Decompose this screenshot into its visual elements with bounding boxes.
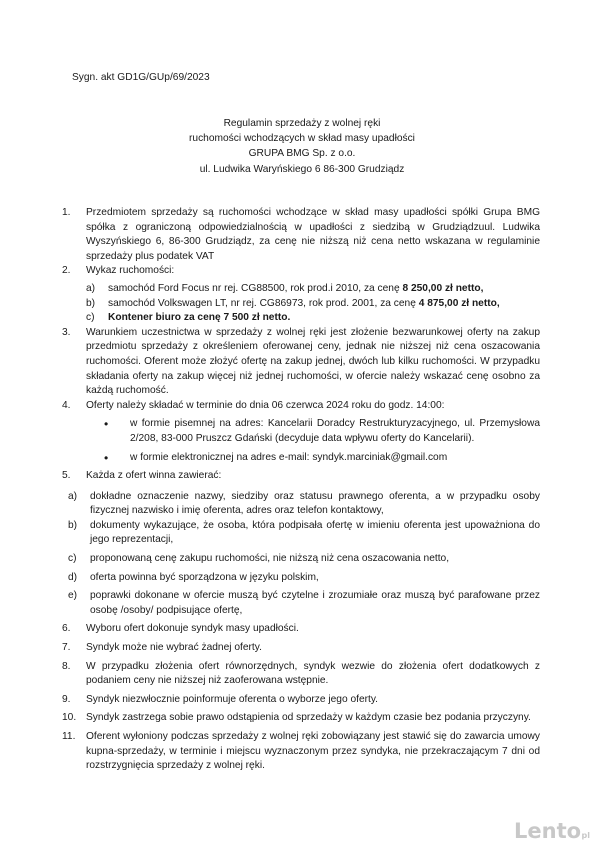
item-text: Syndyk niezwłocznie poinformuje oferenta o wyborze jego oferty. xyxy=(86,693,379,705)
asset-price: 8 250,00 zł netto, xyxy=(402,282,484,294)
title-line: GRUPA BMG Sp. z o.o. xyxy=(248,148,356,160)
watermark-brand: Lento xyxy=(514,819,582,843)
item-text: W przypadku złożenia ofert równorzędnych, syndyk wezwie do złożenia ofert dodatkowych z podaniem ceny nie niższej niż zaoferowana wstępnie. xyxy=(86,660,540,687)
item-text: Każda z ofert winna zawierać: xyxy=(86,470,222,482)
item-number: 2. xyxy=(62,265,71,277)
offer-content-text: poprawki dokonane w ofercie muszą być czytelne i zrozumiałe oraz muszą być parafowane przez osobę /osoby/ podpisujące ofertę, xyxy=(90,590,540,616)
asset-description: Kontener biuro xyxy=(108,312,184,324)
list-item xyxy=(62,326,540,399)
lento-watermark xyxy=(514,818,590,844)
offer-content-item xyxy=(68,552,540,567)
asset-item xyxy=(86,297,540,312)
offer-content-item xyxy=(68,571,540,586)
offer-content-text: dokumenty wykazujące, że osoba, która podpisała ofertę w imieniu oferenta jest upoważniona do jego reprezentacji, xyxy=(90,519,540,546)
item-number: 6. xyxy=(62,623,71,635)
title-line: ruchomości wchodzących w skład masy upadłości xyxy=(189,133,415,145)
bullet-text: w formie elektronicznej na adres e-mail: syndyk.marciniak@gmail.com xyxy=(130,451,448,463)
asset-description: samochód Ford Focus nr rej. CG88500, rok prod.i 2010, za cenę xyxy=(108,282,403,294)
watermark-suffix: pl xyxy=(581,831,590,840)
item-text: Wykaz ruchomości: xyxy=(86,265,175,277)
item-text: Syndyk może nie wybrać żadnej oferty. xyxy=(86,642,262,654)
list-item xyxy=(62,693,540,708)
item-text: Przedmiotem sprzedaży są ruchomości wchodzące w skład masy upadłości spółki Grupa BMG spółka z ograniczoną odpowiedzialnością w upadłości z siedzibą w Grudziądzuul. Ludwika Wyszyńskiego 6, 86-300 Grudziądz, za cenę nie niższą niż cena netto wskazana w regulaminie sprzedaży plus podatek VAT xyxy=(86,207,540,262)
document-title xyxy=(0,117,604,178)
item-number: 1. xyxy=(62,207,71,218)
sub-letter: c) xyxy=(86,312,95,324)
sub-letter: a) xyxy=(86,282,96,294)
asset-item xyxy=(86,282,540,297)
bullet-icon: • xyxy=(104,417,109,432)
list-item xyxy=(62,469,540,484)
title-line: ul. Ludwika Waryńskiego 6 86-300 Grudziądz xyxy=(199,163,405,175)
sub-letter: b) xyxy=(68,519,78,531)
sub-letter: c) xyxy=(68,553,77,565)
item-text: Oferent wyłoniony podczas sprzedaży z wolnej ręki zobowiązany jest stawić się do zawarcia umowy kupna-sprzedaży, w terminie i miejscu wyznaczonym przez syndyka, nie przekraczającym 7 dni od rozstrzygnięcia sprzedaży z wolnej ręki. xyxy=(86,731,540,772)
asset-list xyxy=(86,282,540,326)
offer-content-item xyxy=(68,519,540,548)
item-number: 7. xyxy=(62,642,71,654)
item-number: 8. xyxy=(62,660,71,672)
asset-description: samochód Volkswagen LT, nr rej. CG86973, rok prod. 2001, za cenę xyxy=(108,297,419,309)
sub-letter: e) xyxy=(68,590,78,602)
item-text: Oferty należy składać w terminie do dnia 06 czerwca 2024 roku do godz. 14:00: xyxy=(86,399,445,411)
item-number: 4. xyxy=(62,399,71,411)
list-item xyxy=(62,206,540,264)
sub-letter: d) xyxy=(68,571,78,583)
item-text: Syndyk zastrzega sobie prawo odstąpienia od sprzedaży w każdym czasie bez podania przyczyny. xyxy=(86,712,531,724)
list-item xyxy=(62,641,540,656)
list-item xyxy=(62,264,540,325)
item-text: Wyboru ofert dokonuje syndyk masy upadłości. xyxy=(86,623,299,635)
item-number: 11. xyxy=(62,731,76,742)
asset-item xyxy=(86,311,540,326)
list-item xyxy=(62,399,540,465)
offer-content-item xyxy=(68,490,540,519)
item-number: 9. xyxy=(62,693,71,705)
offer-content-text: dokładne oznaczenie nazwy, siedziby oraz statusu prawnego oferenta, a w przypadku osoby fizycznej nazwisko i imię oferenta, adres oraz telefon kontaktowy, xyxy=(90,490,540,517)
regulations-list xyxy=(62,206,540,774)
sub-letter: b) xyxy=(86,297,96,309)
offer-contents-list xyxy=(62,490,540,619)
offer-content-text: proponowaną cenę zakupu ruchomości, nie niższą niż cena oszacowania netto, xyxy=(90,553,450,565)
offer-content-item xyxy=(68,589,540,618)
list-item xyxy=(62,711,540,726)
bullet-item xyxy=(104,451,540,466)
bullet-text: w formie pisemnej na adres: Kancelarii Doradcy Restrukturyzacyjnego, ul. Przemysłowa 2/208, 83-000 Pruszcz Gdański (decyduje data wpływu oferty do Kancelarii). xyxy=(130,418,540,444)
list-item xyxy=(62,730,540,774)
item-number: 10. xyxy=(62,712,77,724)
case-reference: Sygn. akt GD1G/GUp/69/2023 xyxy=(72,72,210,83)
item-number: 3. xyxy=(62,326,71,338)
sub-letter: a) xyxy=(68,490,78,502)
list-item xyxy=(62,622,540,637)
bullet-item xyxy=(104,417,540,446)
submission-methods xyxy=(86,417,540,465)
bullet-icon: • xyxy=(104,450,109,465)
asset-price: 4 875,00 zł netto, xyxy=(418,297,500,309)
asset-price: za cenę 7 500 zł netto. xyxy=(183,312,291,324)
offer-content-text: oferta powinna być sporządzona w języku polskim, xyxy=(90,571,319,583)
item-text: Warunkiem uczestnictwa w sprzedaży z wolnej ręki jest złożenie bezwarunkowej oferty na zakup przedmiotu sprzedaży z określeniem oferowanej ceny, jednak nie niższej niż cena oszacowania ruchomości. Oferent może złożyć ofertę na zakup jednej, dwóch lub kilku ruchomości. W przypadku składania oferty na zakup więcej niż jednej ruchomości, w ofercie należy wskazać cenę osobno za każdą ruchomość. xyxy=(86,326,540,397)
title-line: Regulamin sprzedaży z wolnej ręki xyxy=(223,118,381,129)
item-number: 5. xyxy=(62,470,71,482)
list-item xyxy=(62,660,540,689)
